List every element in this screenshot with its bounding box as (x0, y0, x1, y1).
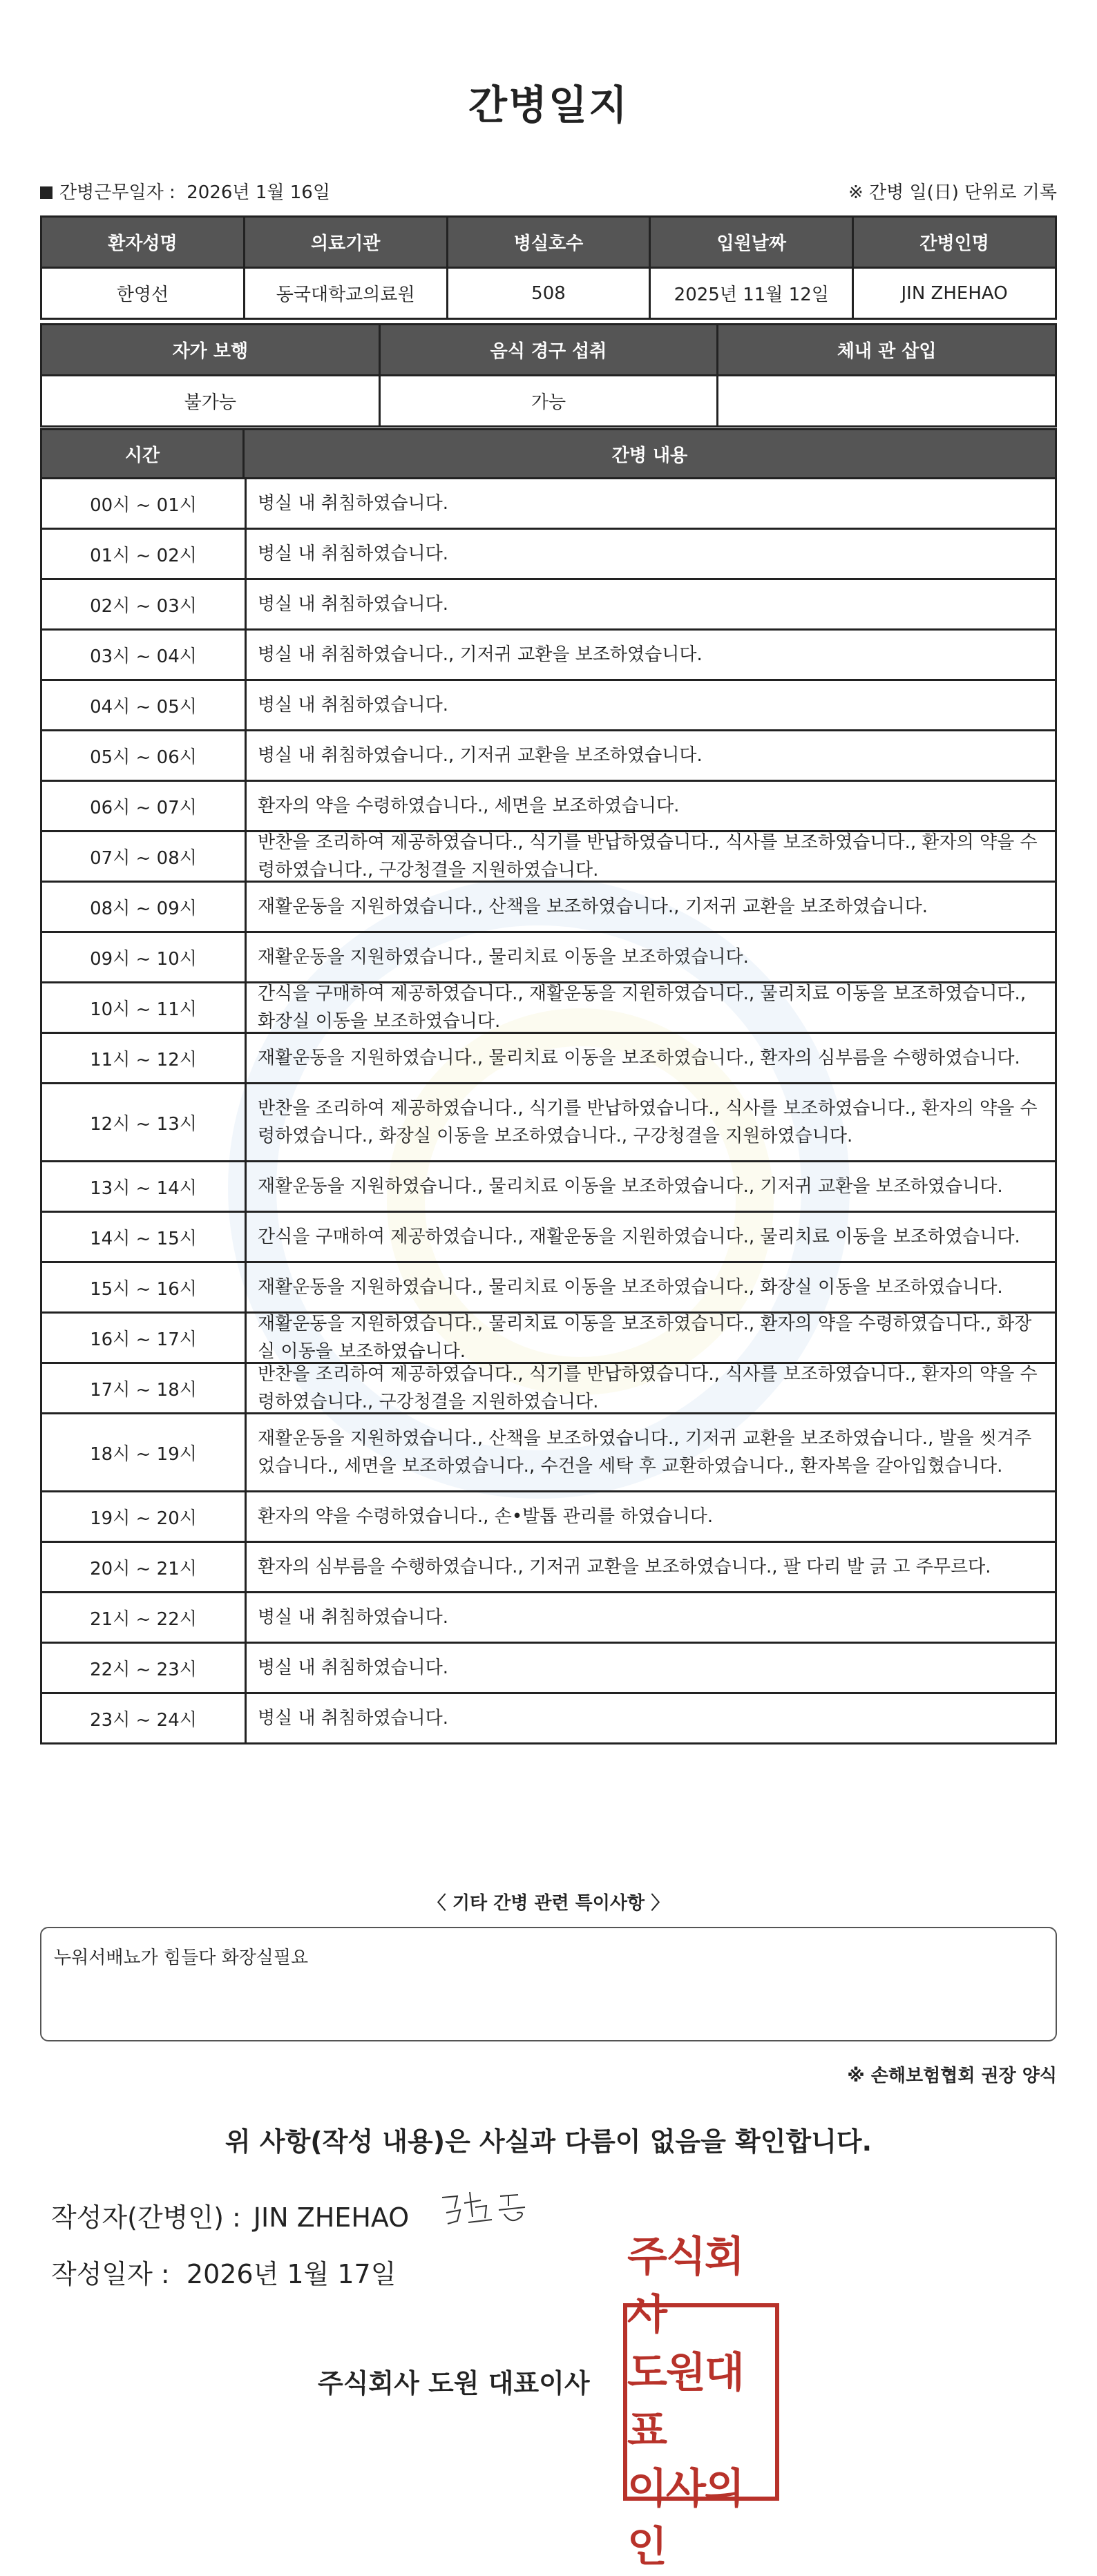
log-content: 환자의 약을 수령하였습니다., 손•발톱 관리를 하였습니다. (258, 1506, 714, 1527)
log-header (40, 428, 1057, 479)
log-time: 00시 ~ 01시 (42, 479, 247, 528)
work-date-value: 2026년 1월 16일 (187, 182, 330, 203)
notes-box (40, 1927, 1057, 2041)
self-walking: 불가능 (41, 376, 380, 427)
log-content: 재활운동을 지원하였습니다., 산책을 보조하였습니다., 기저귀 교환을 보조하였습니다., 발을 씻겨주었습니다., 세면을 보조하였습니다., 수건을 세탁 후 교환하였습니다., 환자복을 갈아입혔습니다. (258, 1428, 1032, 1477)
patient-info-table (40, 215, 1057, 320)
log-content: 간식을 구매하여 제공하였습니다., 재활운동을 지원하였습니다., 물리치료 이동을 보조하였습니다., 화장실 이동을 보조하였습니다. (258, 983, 1027, 1032)
caregiver-name: JIN ZHEHAO (853, 268, 1056, 319)
log-time: 18시 ~ 19시 (42, 1414, 247, 1490)
log-content: 반찬을 조리하여 제공하였습니다., 식기를 반납하였습니다., 식사를 보조하였습니다., 환자의 약을 수령하였습니다., 구강청결을 지원하였습니다. (258, 832, 1038, 881)
log-row (40, 1490, 1057, 1543)
log-time: 03시 ~ 04시 (42, 631, 247, 679)
log-header-content: 간병 내용 (245, 428, 1057, 479)
header-oral-intake: 음식 경구 섭취 (379, 325, 718, 376)
log-time: 15시 ~ 16시 (42, 1263, 247, 1311)
log-time: 01시 ~ 02시 (42, 530, 247, 578)
log-row (40, 1160, 1057, 1213)
writer-name: JIN ZHEHAO (253, 2202, 410, 2233)
confirm-statement: 위 사항(작성 내용)은 사실과 다름이 없음을 확인합니다. (225, 2126, 872, 2157)
log-time: 02시 ~ 03시 (42, 580, 247, 628)
room-number: 508 (447, 268, 650, 319)
log-content: 반찬을 조리하여 제공하였습니다., 식기를 반납하였습니다., 식사를 보조하였습니다., 환자의 약을 수령하였습니다., 화장실 이동을 보조하였습니다., 구강청결을 지원하였습니다. (258, 1098, 1038, 1146)
unit-note: ※ 간병 일(日) 단위로 기록 (848, 182, 1057, 203)
hospital: 동국대학교의료원 (244, 268, 447, 319)
log-time: 06시 ~ 07시 (42, 782, 247, 830)
log-row (40, 628, 1057, 681)
write-date-value: 2026년 1월 17일 (186, 2259, 397, 2289)
log-content: 병실 내 취침하였습니다. (258, 493, 448, 514)
notes-title: 〈 기타 간병 관련 특이사항 〉 (428, 1893, 669, 1914)
log-content: 병실 내 취침하였습니다. (258, 695, 448, 715)
log-time: 11시 ~ 12시 (42, 1034, 247, 1082)
log-content: 간식을 구매하여 제공하였습니다., 재활운동을 지원하였습니다., 물리치료 이동을 보조하였습니다. (258, 1227, 1020, 1247)
log-content: 병실 내 취침하였습니다. (258, 1607, 448, 1628)
log-row (40, 881, 1057, 933)
log-content: 병실 내 취침하였습니다. (258, 1657, 448, 1678)
work-date-label: 간병근무일자 : (59, 182, 175, 203)
log-time: 04시 ~ 05시 (42, 681, 247, 729)
log-content: 병실 내 취침하였습니다. (258, 1708, 448, 1729)
write-date-label: 작성일자 : (51, 2259, 170, 2289)
log-time: 09시 ~ 10시 (42, 933, 247, 981)
log-row (40, 1082, 1057, 1162)
log-row (40, 1642, 1057, 1694)
log-row (40, 729, 1057, 782)
handwritten-signature (437, 2182, 554, 2231)
company-representative: 주식회사 도원 대표이사 (318, 2368, 590, 2399)
log-row (40, 528, 1057, 580)
seal-line: 이사의인 (627, 2465, 743, 2571)
log-time: 20시 ~ 21시 (42, 1543, 247, 1591)
seal-line: 도원대표 (627, 2349, 743, 2455)
work-date (40, 178, 330, 204)
log-row (40, 1362, 1057, 1414)
log-content: 재활운동을 지원하였습니다., 물리치료 이동을 보조하였습니다., 화장실 이동을 보조하였습니다. (258, 1277, 1003, 1298)
patient-name: 한영선 (41, 268, 245, 319)
log-content: 재활운동을 지원하였습니다., 물리치료 이동을 보조하였습니다., 환자의 심부름을 수행하였습니다. (258, 1048, 1020, 1068)
log-header-time: 시간 (40, 428, 245, 479)
log-time: 19시 ~ 20시 (42, 1492, 247, 1541)
log-time: 22시 ~ 23시 (42, 1644, 247, 1692)
log-time: 10시 ~ 11시 (42, 983, 247, 1032)
log-content: 재활운동을 지원하였습니다., 산책을 보조하였습니다., 기저귀 교환을 보조하였습니다. (258, 896, 928, 917)
header-self-walking: 자가 보행 (41, 325, 380, 376)
log-content: 병실 내 취침하였습니다., 기저귀 교환을 보조하였습니다. (258, 745, 703, 766)
log-row (40, 1311, 1057, 1364)
notes-text: 누워서배뇨가 힘들다 화장실필요 (54, 1948, 309, 1968)
log-row (40, 1692, 1057, 1744)
log-content: 재활운동을 지원하였습니다., 물리치료 이동을 보조하였습니다. (258, 947, 749, 968)
header-caregiver: 간병인명 (853, 217, 1056, 268)
log-content: 병실 내 취침하였습니다. (258, 544, 448, 564)
write-date-line (51, 2253, 396, 2291)
log-row (40, 679, 1057, 731)
log-time: 13시 ~ 14시 (42, 1162, 247, 1211)
log-row (40, 479, 1057, 530)
log-time: 16시 ~ 17시 (42, 1314, 247, 1362)
log-content: 반찬을 조리하여 제공하였습니다., 식기를 반납하였습니다., 식사를 보조하였습니다., 환자의 약을 수령하였습니다., 구강청결을 지원하였습니다. (258, 1364, 1038, 1412)
log-content: 재활운동을 지원하였습니다., 물리치료 이동을 보조하였습니다., 환자의 약을 수령하였습니다., 화장실 이동을 보조하였습니다. (258, 1314, 1032, 1362)
writer-line (51, 2196, 409, 2234)
log-time: 08시 ~ 09시 (42, 883, 247, 931)
log-time: 14시 ~ 15시 (42, 1213, 247, 1261)
page-title: 간병일지 (468, 81, 629, 128)
header-admission-date: 입원날짜 (650, 217, 853, 268)
log-row (40, 1541, 1057, 1593)
log-row (40, 780, 1057, 832)
tube-insertion (718, 376, 1056, 427)
log-rows (40, 479, 1057, 1744)
log-content: 병실 내 취침하였습니다., 기저귀 교환을 보조하였습니다. (258, 644, 703, 665)
oral-intake: 가능 (379, 376, 718, 427)
log-content: 재활운동을 지원하였습니다., 물리치료 이동을 보조하였습니다., 기저귀 교환을 보조하였습니다. (258, 1176, 1003, 1197)
company-seal-stamp (623, 2233, 779, 2571)
log-time: 12시 ~ 13시 (42, 1084, 247, 1160)
writer-label: 작성자(간병인) : (51, 2202, 241, 2233)
log-row (40, 1591, 1057, 1644)
log-row (40, 830, 1057, 883)
recommend-note: ※ 손해보험협회 권장 양식 (847, 2066, 1057, 2086)
admission-date: 2025년 11월 12일 (650, 268, 853, 319)
log-time: 05시 ~ 06시 (42, 731, 247, 780)
log-row (40, 1032, 1057, 1084)
square-bullet-icon (40, 186, 53, 199)
log-content: 환자의 심부름을 수행하였습니다., 기저귀 교환을 보조하였습니다., 팔 다리 발 긁 고 주무르다. (258, 1557, 991, 1577)
log-row (40, 578, 1057, 631)
log-time: 07시 ~ 08시 (42, 832, 247, 881)
header-room: 병실호수 (447, 217, 650, 268)
seal-line: 주식회사 (627, 2233, 743, 2339)
log-row (40, 931, 1057, 983)
log-content: 병실 내 취침하였습니다. (258, 594, 448, 615)
patient-status-table (40, 323, 1057, 427)
log-row (40, 1211, 1057, 1263)
log-row (40, 981, 1057, 1034)
log-time: 21시 ~ 22시 (42, 1593, 247, 1642)
log-row (40, 1261, 1057, 1314)
log-time: 17시 ~ 18시 (42, 1364, 247, 1412)
header-hospital: 의료기관 (244, 217, 447, 268)
log-row (40, 1412, 1057, 1492)
log-content: 환자의 약을 수령하였습니다., 세면을 보조하였습니다. (258, 796, 680, 816)
header-patient-name: 환자성명 (41, 217, 245, 268)
log-time: 23시 ~ 24시 (42, 1694, 247, 1742)
header-tube-insertion: 체내 관 삽입 (718, 325, 1056, 376)
